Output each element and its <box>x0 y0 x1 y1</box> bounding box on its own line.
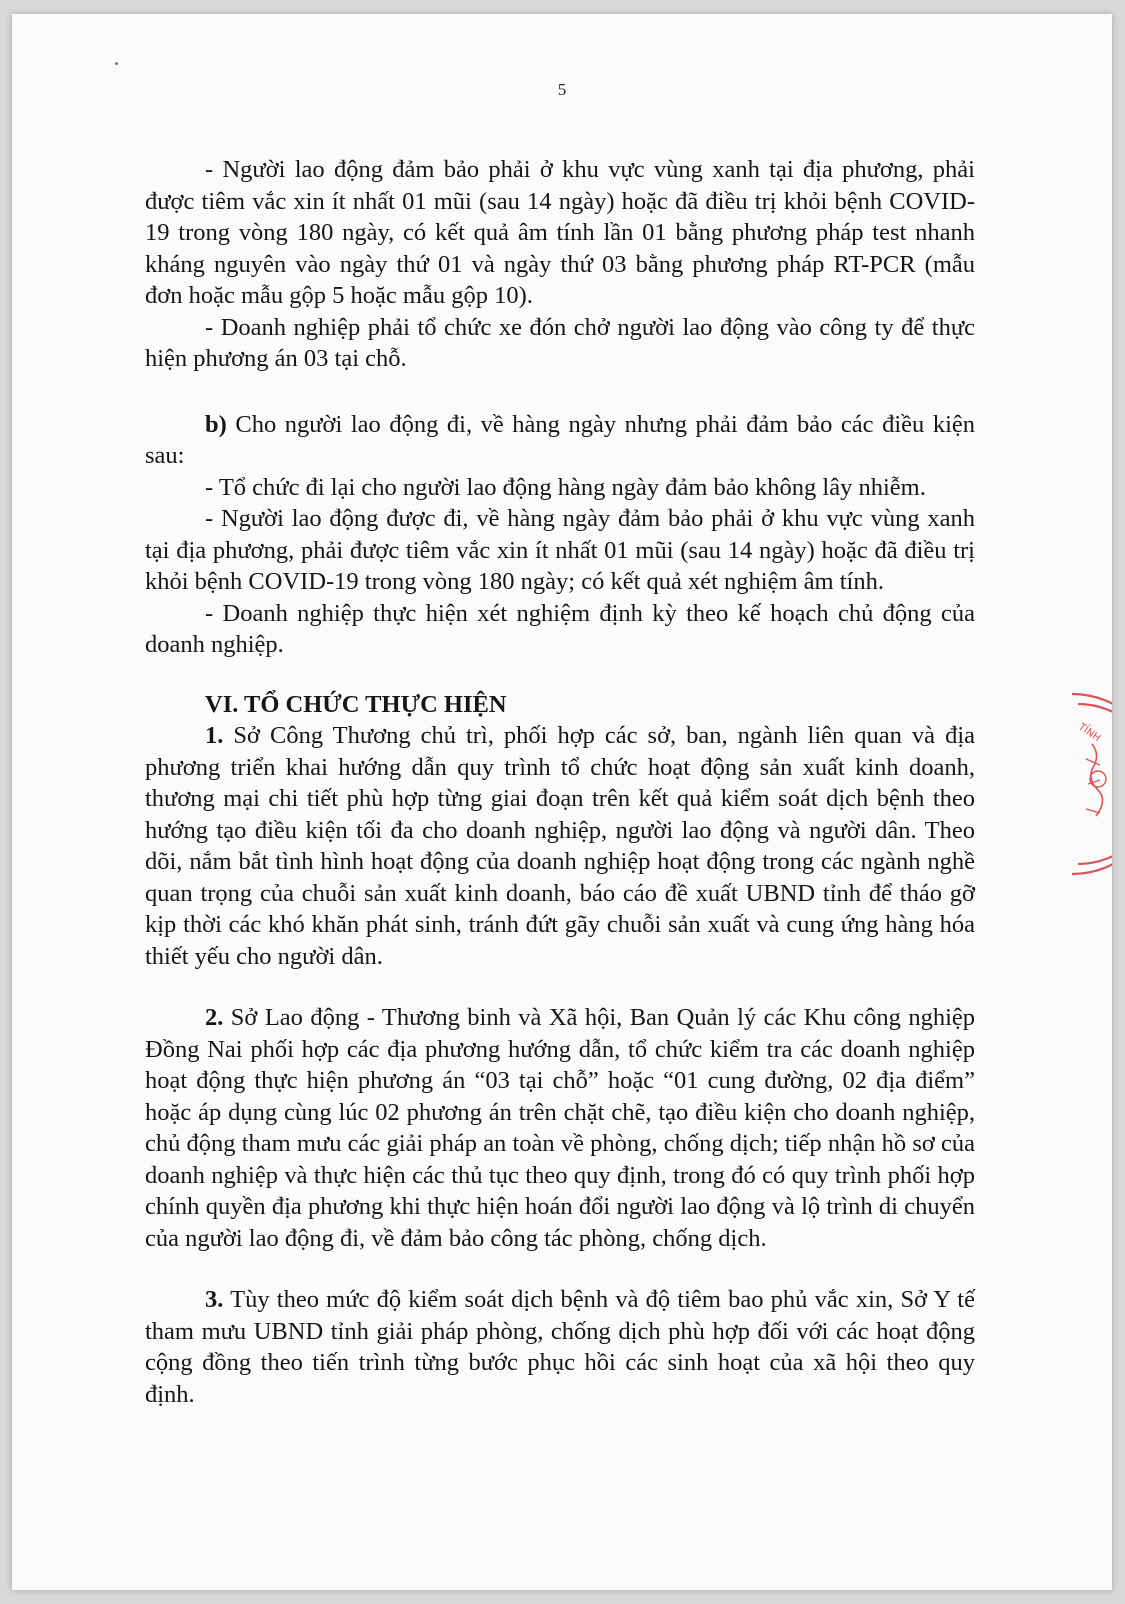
scan-speck <box>115 62 118 65</box>
page-number: 5 <box>557 80 567 99</box>
paragraph-item-2 <box>145 1002 975 1254</box>
item-3-label: 3. <box>205 1286 224 1313</box>
red-seal-stamp <box>1042 684 1112 884</box>
paragraph-option-b <box>145 409 975 472</box>
paragraph-shuttle: - Doanh nghiệp phải tổ chức xe đón chở người lao động vào công ty để thực hiện phương án 03 tại chỗ. <box>145 313 975 372</box>
stamp-text: TỈNH <box>1076 721 1103 745</box>
item-2-text: Sở Lao động - Thương binh và Xã hội, Ban Quản lý các Khu công nghiệp Đồng Nai phối hợp các địa phương hướng dẫn, tổ chức kiểm tra các doanh nghiệp hoạt động thực hiện phương án “03 tại chỗ” hoặc “01 cung đường, 02 địa điểm” hoặc áp dụng cùng lúc 02 phương án trên chặt chẽ, tạo điều kiện cho doanh nghiệp, chủ động tham mưu các giải pháp an toàn về phòng, chống dịch; tiếp nhận hồ sơ của doanh nghiệp và thực hiện các thủ tục theo quy định, trong đó có quy trình phối hợp chính quyền địa phương khi thực hiện hoán đổi người lao động và lộ trình di chuyển của người lao động đi, về đảm bảo công tác phòng, chống dịch. <box>145 1004 975 1252</box>
paragraph-item-1 <box>145 720 975 972</box>
paragraph-daily-worker-conditions: - Người lao động được đi, về hàng ngày đảm bảo phải ở khu vực vùng xanh tại địa phương, phải được tiêm vắc xin ít nhất 01 mũi (sau 14 ngày) hoặc đã điều trị khỏi bệnh COVID-19 trong vòng 180 ngày; có kết quả xét nghiệm âm tính. <box>145 505 975 595</box>
paragraph-worker-conditions: - Người lao động đảm bảo phải ở khu vực vùng xanh tại địa phương, phải được tiêm vắc xin ít nhất 01 mũi (sau 14 ngày) hoặc đã điều trị khỏi bệnh COVID-19 trong vòng 180 ngày, có kết quả âm tính lần 01 bằng phương pháp test nhanh kháng nguyên vào ngày thứ 01 và ngày thứ 03 bằng phương pháp RT-PCR (mẫu đơn hoặc mẫu gộp 5 hoặc mẫu gộp 10). <box>145 156 975 309</box>
paragraph-periodic-testing: - Doanh nghiệp thực hiện xét nghiệm định kỳ theo kế hoạch chủ động của doanh nghiệp. <box>145 599 975 658</box>
document-body <box>145 154 975 1410</box>
option-b-text: Cho người lao động đi, về hàng ngày nhưng phải đảm bảo các điều kiện sau: <box>145 410 975 469</box>
paragraph-daily-travel: - Tổ chức đi lại cho người lao động hàng ngày đảm bảo không lây nhiễm. <box>205 473 926 501</box>
item-1-text: Sở Công Thương chủ trì, phối hợp các sở, ban, ngành liên quan và địa phương triển khai hướng dẫn quy trình tổ chức hoạt động sản xuất kinh doanh, thương mại chi tiết phù hợp từng giai đoạn trên kết quả kiểm soát dịch bệnh theo hướng tạo điều kiện tối đa cho doanh nghiệp, người lao động và người dân. Theo dõi, nắm bắt tình hình hoạt động của doanh nghiệp hoạt động trong các ngành nghề quan trọng của chuỗi sản xuất kinh doanh, báo cáo đề xuất UBND tỉnh để tháo gỡ kịp thời các khó khăn phát sinh, tránh đứt gãy chuỗi sản xuất và cung ứng hàng hóa thiết yếu cho người dân. <box>145 722 975 970</box>
item-2-label: 2. <box>205 1004 224 1031</box>
item-3-text: Tùy theo mức độ kiểm soát dịch bệnh và độ tiêm bao phủ vắc xin, Sở Y tế tham mưu UBND tỉnh giải pháp phòng, chống dịch phù hợp đối với các hoạt động cộng đồng theo tiến trình từng bước phục hồi các sinh hoạt của xã hội theo quy định. <box>145 1286 975 1408</box>
paragraph-item-3 <box>145 1284 975 1410</box>
document-page <box>12 14 1112 1590</box>
section-heading: VI. TỔ CHỨC THỰC HIỆN <box>205 690 507 718</box>
item-1-label: 1. <box>205 722 224 749</box>
option-b-label: b) <box>205 410 227 438</box>
